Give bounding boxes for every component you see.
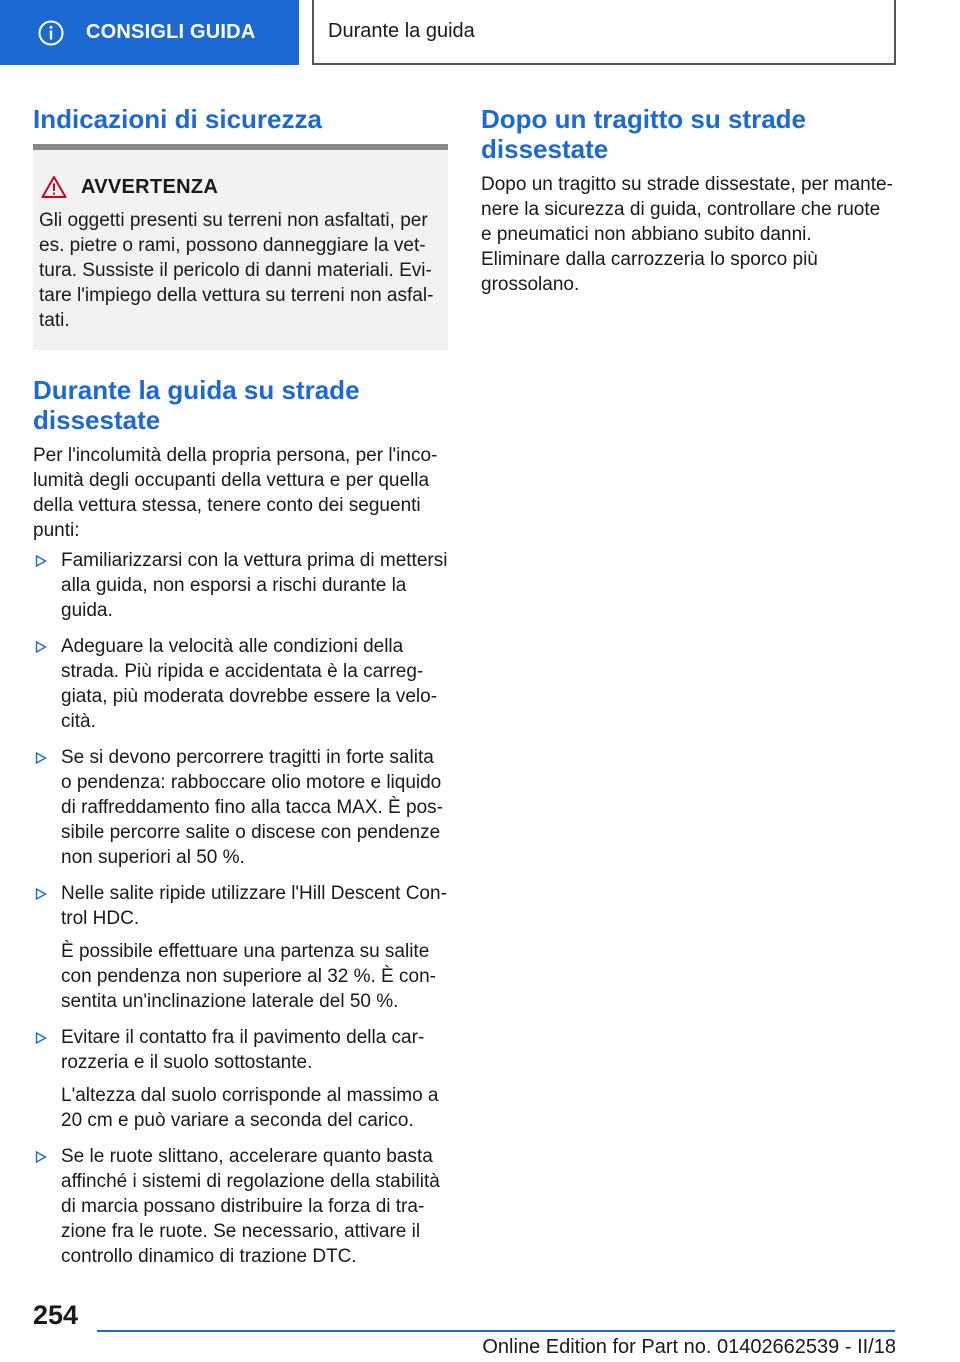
triangle-bullet-icon xyxy=(35,888,47,900)
list-item xyxy=(33,548,448,623)
list-item-text: Adeguare la velocità alle condizioni della strada. Più ripida e accidentata è la carreggiata, più moderata dovrebbe essere la velocità. xyxy=(61,636,438,732)
list-item-text: Evitare il contatto fra il pavimento della carrozzeria e il suolo sottostante. xyxy=(61,1027,425,1073)
list-item xyxy=(33,1144,448,1269)
warning-title: AVVERTENZA xyxy=(81,175,219,198)
list-item-text: Se le ruote slittano, accelerare quanto basta affinché i sistemi di regolazione della stabilità di marcia possano distribuire la forza di trazione fra le ruote. Se necessario, attivare il controllo dinamico di trazione DTC. xyxy=(61,1146,440,1267)
page-number: 254 xyxy=(33,1300,79,1330)
footer-divider xyxy=(97,1330,895,1332)
triangle-bullet-icon xyxy=(35,555,47,567)
triangle-bullet-icon xyxy=(35,1032,47,1044)
heading-after-rough-roads: Dopo un tragitto su strade dissestate xyxy=(481,104,806,164)
list-item xyxy=(33,634,448,734)
triangle-bullet-icon xyxy=(35,641,47,653)
intro-paragraph: Per l'incolumità della propria persona, per l'incolumità degli occupanti della vettura e per quella della vettura stessa, tenere conto dei seguenti punti: xyxy=(33,445,438,541)
list-item-text: Familiarizzarsi con la vettura prima di mettersi alla guida, non esporsi a rischi durante la guida. xyxy=(61,550,448,621)
section-title: Durante la guida xyxy=(328,20,475,42)
list-item xyxy=(33,1025,448,1133)
triangle-bullet-icon xyxy=(35,1151,47,1163)
heading-rough-roads: Durante la guida su strade dissestate xyxy=(33,375,360,435)
list-item-text: Se si devono percorrere tragitti in forte salita o pendenza: rabboccare olio motore e liquido di raffreddamento fino alla tacca MAX. È possibile percorre salite o discese con pendenze non superiori al 50 %. xyxy=(61,747,443,868)
section-title-box xyxy=(312,0,896,65)
tab-label: CONSIGLI GUIDA xyxy=(86,21,256,43)
bullet-list xyxy=(33,548,448,1280)
triangle-bullet-icon xyxy=(35,752,47,764)
warning-box xyxy=(33,144,448,350)
list-item xyxy=(33,745,448,870)
list-item-subtext: È possibile effettuare una partenza su salite con pendenza non superiore al 32 %. È consentita un'inclinazione laterale del 50 %. xyxy=(61,941,436,1012)
heading-safety: Indicazioni di sicurezza xyxy=(33,104,322,134)
warning-header xyxy=(41,175,218,199)
after-paragraph: Dopo un tragitto su strade dissestate, per mantenere la sicurezza di guida, controllare che ruote e pneumatici non abbiano subito danni. Eliminare dalla carrozzeria lo sporco più grossolano. xyxy=(481,174,893,295)
list-item-subtext: L'altezza dal suolo corrisponde al massimo a 20 cm e può variare a seconda del carico. xyxy=(61,1085,439,1131)
list-item xyxy=(33,881,448,1014)
header-tab[interactable] xyxy=(0,0,299,65)
info-icon xyxy=(38,20,64,46)
footer-edition: Online Edition for Part no. 01402662539 - II/18 xyxy=(482,1336,896,1358)
warning-triangle-icon xyxy=(41,175,67,199)
list-item-text: Nelle salite ripide utilizzare l'Hill Descent Control HDC. xyxy=(61,883,447,929)
warning-text: Gli oggetti presenti su terreni non asfaltati, per es. pietre o rami, possono danneggiare la vettura. Sussiste il pericolo di danni materiali. Evitare l'impiego della vettura su terreni non asfaltati. xyxy=(39,210,434,331)
